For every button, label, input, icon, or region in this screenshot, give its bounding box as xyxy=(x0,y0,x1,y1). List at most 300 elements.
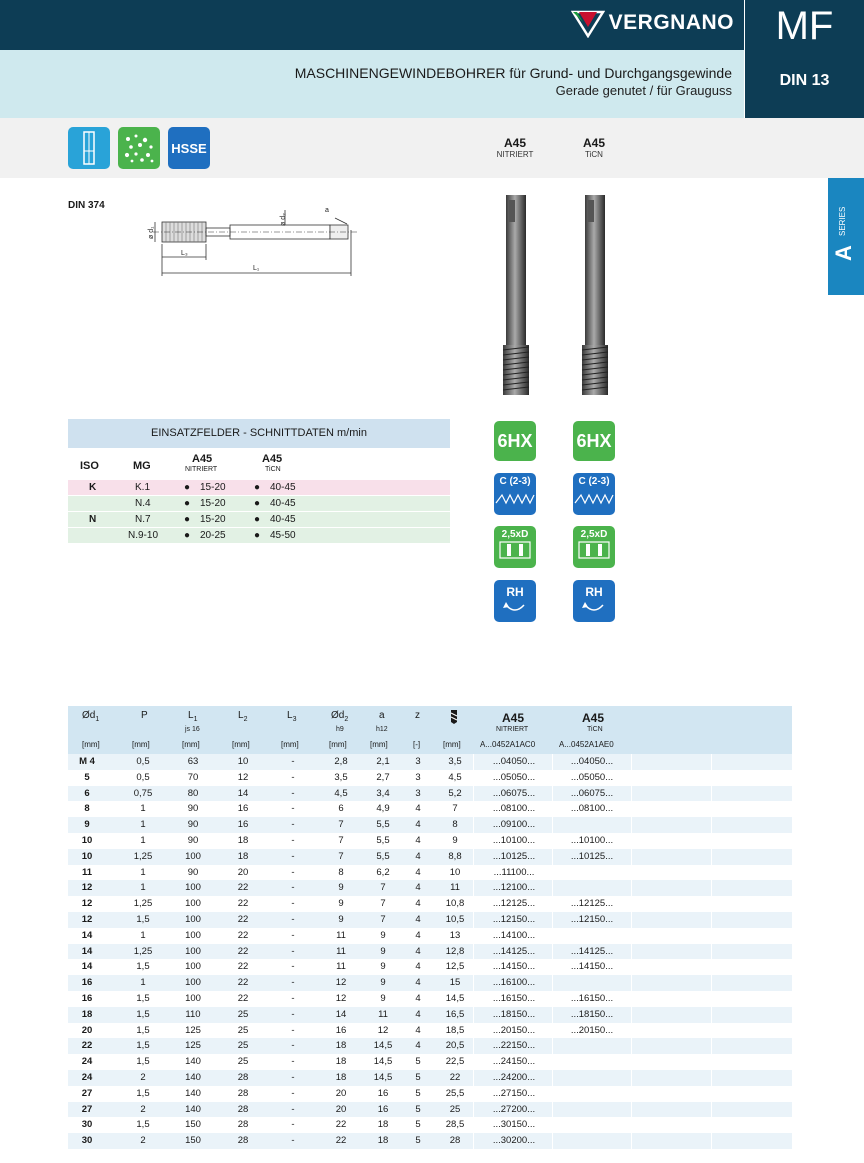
col-product-2-sub: TiCN xyxy=(265,466,281,473)
col-product-2-sub: TiCN xyxy=(587,726,603,733)
column-divider xyxy=(631,991,632,1007)
cast-iron-chips-icon xyxy=(118,127,160,169)
cell-l3: - xyxy=(291,866,295,878)
cell-c1: ...18150... xyxy=(492,1008,536,1020)
speed-1: 15-20 xyxy=(200,498,226,509)
product-header-ticn xyxy=(554,136,634,159)
column-divider xyxy=(473,975,474,991)
cell-l1: 140 xyxy=(185,1103,201,1115)
table-row xyxy=(68,928,792,944)
col-l3 xyxy=(287,710,296,723)
column-divider xyxy=(711,896,712,912)
col-mg: MG xyxy=(133,460,151,472)
column-divider xyxy=(711,786,712,802)
right-hand-arrow-icon xyxy=(494,599,536,617)
cell-a: 7 xyxy=(380,882,386,894)
cell-p: 0,75 xyxy=(133,787,153,799)
cell-a: 16 xyxy=(377,1103,389,1115)
cell-l1: 100 xyxy=(185,992,201,1004)
cell-d1: 27 xyxy=(81,1087,93,1099)
table-row xyxy=(68,1117,792,1133)
cell-a: 4,9 xyxy=(376,803,390,815)
chamfer-badge xyxy=(494,473,536,515)
cell-l1: 63 xyxy=(187,756,199,767)
cutting-data-title: EINSATZFELDER - SCHNITTDATEN m/min xyxy=(68,419,450,448)
cell-l1: 125 xyxy=(185,1040,201,1052)
blind-hole-icon xyxy=(494,540,536,562)
column-divider xyxy=(552,1054,553,1070)
col-l1-label: L xyxy=(188,710,194,721)
cutting-data-header xyxy=(68,448,450,480)
cell-a: 9 xyxy=(380,992,386,1004)
cell-c2: ...05050... xyxy=(570,771,614,783)
cell-d1: 16 xyxy=(81,977,93,989)
depth-badge xyxy=(494,526,536,568)
chamfer-label: C (2-3) xyxy=(578,476,610,487)
rotation-label: RH xyxy=(585,585,603,599)
column-divider xyxy=(552,786,553,802)
cell-z: 4 xyxy=(415,819,421,831)
hsse-material-badge: HSSE xyxy=(168,127,210,169)
column-divider xyxy=(711,1133,712,1149)
table-row xyxy=(68,1054,792,1070)
cell-z: 5 xyxy=(415,1103,421,1115)
column-divider xyxy=(631,770,632,786)
column-divider xyxy=(552,833,553,849)
cell-p: 1,5 xyxy=(136,1040,150,1052)
col-l1-tolerance: js 16 xyxy=(185,726,200,733)
cell-z: 4 xyxy=(415,1040,421,1052)
cell-p: 1 xyxy=(140,882,146,894)
cell-p: 1,25 xyxy=(133,945,153,957)
cell-z: 4 xyxy=(415,977,421,989)
column-divider xyxy=(711,1038,712,1054)
column-divider xyxy=(552,770,553,786)
cutting-row xyxy=(68,480,450,496)
column-divider xyxy=(711,1117,712,1133)
cell-d1: 6 xyxy=(84,787,90,799)
cell-z: 4 xyxy=(415,929,421,941)
cell-l2: 12 xyxy=(237,771,249,783)
cell-l2: 22 xyxy=(237,992,249,1004)
cell-l1: 110 xyxy=(185,1008,201,1020)
cell-p: 0,5 xyxy=(136,756,150,767)
cell-c1: ...10100... xyxy=(492,834,536,846)
cell-d1: 24 xyxy=(81,1056,93,1068)
cell-drill: 16,5 xyxy=(445,1008,465,1020)
cell-l3: - xyxy=(291,929,295,941)
column-divider xyxy=(473,1133,474,1149)
column-divider xyxy=(473,896,474,912)
cell-d1: 14 xyxy=(81,929,93,941)
cutting-row xyxy=(68,512,450,528)
column-divider xyxy=(711,975,712,991)
dimensions-table-body xyxy=(68,754,792,1149)
column-divider xyxy=(552,1133,553,1149)
cell-l3: - xyxy=(291,898,295,910)
cell-l3: - xyxy=(291,1024,295,1036)
column-divider xyxy=(473,1054,474,1070)
column-divider xyxy=(552,1023,553,1039)
cell-l2: 25 xyxy=(237,1056,249,1068)
cell-a: 9 xyxy=(380,961,386,973)
cell-c1: ...27200... xyxy=(492,1103,536,1115)
thread-wave-icon xyxy=(573,487,615,509)
col-product-1: A45 xyxy=(192,453,213,465)
cell-a: 9 xyxy=(380,945,386,957)
cell-d1: 20 xyxy=(81,1024,93,1036)
blind-hole-icon xyxy=(573,540,615,562)
cell-a: 2,1 xyxy=(376,756,390,767)
cell-a: 9 xyxy=(380,929,386,941)
cell-l1: 140 xyxy=(185,1056,201,1068)
cell-d1: 30 xyxy=(81,1135,93,1147)
col-a-tolerance: h12 xyxy=(376,726,388,733)
cell-p: 1,5 xyxy=(136,1008,150,1020)
col-product-2: A45 xyxy=(582,711,605,725)
cell-drill: 12,5 xyxy=(445,961,465,973)
column-divider xyxy=(473,770,474,786)
mg-cell: N.4 xyxy=(135,498,151,509)
col-l2-sub: 2 xyxy=(243,716,248,723)
cell-a: 18 xyxy=(377,1135,389,1147)
cell-p: 2 xyxy=(140,1071,146,1083)
cell-a: 14,5 xyxy=(373,1056,393,1068)
cell-l3: - xyxy=(291,913,295,925)
cell-l1: 140 xyxy=(185,1071,201,1083)
cell-d2: 20 xyxy=(335,1103,347,1115)
cell-l3: - xyxy=(291,1119,295,1131)
cell-d2: 11 xyxy=(336,929,346,941)
cell-p: 0,5 xyxy=(136,771,150,783)
cell-l1: 100 xyxy=(185,913,201,925)
col-l2-label: L xyxy=(238,710,244,721)
cell-c2: ...10100... xyxy=(570,834,614,846)
cell-c1: ...30200... xyxy=(492,1135,536,1147)
cell-l2: 28 xyxy=(237,1103,249,1115)
column-divider xyxy=(711,1070,712,1086)
dim-a-label: a xyxy=(325,207,329,214)
table-row xyxy=(68,912,792,928)
cell-d2: 22 xyxy=(335,1119,347,1131)
cell-z: 4 xyxy=(415,850,421,862)
cell-l2: 28 xyxy=(237,1135,249,1147)
speed-1: 15-20 xyxy=(200,482,226,493)
cell-p: 1,5 xyxy=(136,1024,150,1036)
column-divider xyxy=(552,1038,553,1054)
straight-flute-icon xyxy=(68,127,110,169)
cell-l1: 90 xyxy=(187,819,199,831)
column-divider xyxy=(631,1007,632,1023)
col-product-1-sub: NITRIERT xyxy=(185,466,218,473)
cell-d1: 12 xyxy=(81,882,93,894)
cell-l1: 100 xyxy=(185,850,201,862)
column-divider xyxy=(552,896,553,912)
column-divider xyxy=(473,1102,474,1118)
logo-mark-icon xyxy=(571,8,605,38)
unit-l3: [mm] xyxy=(281,740,299,749)
page-title: MASCHINENGEWINDEBOHRER für Grund- und Durchgangsgewinde xyxy=(294,65,732,81)
cell-c2: ...04050... xyxy=(570,756,614,767)
cell-l3: - xyxy=(291,945,295,957)
column-divider xyxy=(631,817,632,833)
cell-d2: 20 xyxy=(335,1087,347,1099)
bullet: ● xyxy=(254,482,261,493)
column-divider xyxy=(552,880,553,896)
bullet: ● xyxy=(184,530,191,541)
cell-l3: - xyxy=(291,834,295,846)
cell-c2: ...10125... xyxy=(570,850,614,862)
speed-1: 15-20 xyxy=(200,514,226,525)
bullet: ● xyxy=(184,514,191,525)
chamfer-badge xyxy=(573,473,615,515)
cell-drill: 25,5 xyxy=(445,1087,465,1099)
series-letter: A xyxy=(830,245,856,261)
column-divider xyxy=(473,1070,474,1086)
column-divider xyxy=(711,959,712,975)
cell-c1: ...12125... xyxy=(492,898,536,910)
cell-z: 4 xyxy=(415,945,421,957)
bullet: ● xyxy=(254,530,261,541)
header-bar xyxy=(0,0,744,50)
cell-d1: 12 xyxy=(81,898,93,910)
cell-l1: 125 xyxy=(185,1024,201,1036)
cell-c1: ...04050... xyxy=(492,756,536,767)
cell-l3: - xyxy=(291,992,295,1004)
column-divider xyxy=(711,754,712,770)
speed-2: 40-45 xyxy=(270,482,296,493)
cell-l2: 16 xyxy=(237,803,249,815)
cell-l3: - xyxy=(291,977,295,989)
cell-l3: - xyxy=(291,1087,295,1099)
cell-p: 1 xyxy=(140,834,146,846)
col-l1-sub: 1 xyxy=(193,716,198,723)
cell-l2: 18 xyxy=(237,850,249,862)
column-divider xyxy=(552,1117,553,1133)
cell-d1: 14 xyxy=(81,961,93,973)
drill-diameter-icon xyxy=(448,710,460,724)
cell-d2: 11 xyxy=(336,945,346,957)
speed-2: 40-45 xyxy=(270,514,296,525)
column-divider xyxy=(552,1086,553,1102)
cell-l2: 22 xyxy=(237,882,249,894)
column-divider xyxy=(711,849,712,865)
cell-c1: ...24150... xyxy=(492,1056,536,1068)
depth-label: 2,5xD xyxy=(580,529,608,540)
column-divider xyxy=(552,754,553,770)
column-divider xyxy=(631,912,632,928)
cell-p: 1,5 xyxy=(136,1056,150,1068)
cell-drill: 11 xyxy=(450,882,460,894)
cell-z: 3 xyxy=(415,771,421,783)
column-divider xyxy=(473,991,474,1007)
column-divider xyxy=(631,959,632,975)
bullet: ● xyxy=(254,514,261,525)
cell-z: 5 xyxy=(415,1119,421,1131)
cell-l2: 25 xyxy=(237,1024,249,1036)
column-divider xyxy=(552,1007,553,1023)
column-divider xyxy=(631,786,632,802)
brand-logo xyxy=(571,8,734,38)
right-hand-arrow-icon xyxy=(573,599,615,617)
title-bar xyxy=(0,50,744,118)
mg-cell: K.1 xyxy=(135,482,151,493)
cell-drill: 22 xyxy=(449,1071,461,1083)
cell-c1: ...16150... xyxy=(492,992,536,1004)
column-divider xyxy=(473,801,474,817)
cell-z: 4 xyxy=(415,834,421,846)
cell-c1: ...24200... xyxy=(492,1071,536,1083)
cell-a: 7 xyxy=(380,913,386,925)
table-row xyxy=(68,1038,792,1054)
cell-d1: 10 xyxy=(81,850,93,862)
cell-d1: 12 xyxy=(81,913,93,925)
cell-c1: ...20150... xyxy=(492,1024,536,1036)
col-product-1: A45 xyxy=(502,711,525,725)
cell-p: 1,5 xyxy=(136,1119,150,1131)
iso-group: K xyxy=(89,482,97,493)
dim-d2-label: ø d₂ xyxy=(280,213,287,226)
cell-l2: 20 xyxy=(237,866,249,878)
cell-drill: 10,5 xyxy=(445,913,465,925)
cell-d2: 18 xyxy=(335,1040,347,1052)
tap-photo-ticn xyxy=(575,195,615,395)
cell-drill: 20,5 xyxy=(445,1040,465,1052)
cell-drill: 3,5 xyxy=(448,756,462,767)
column-divider xyxy=(711,817,712,833)
column-divider xyxy=(631,1054,632,1070)
col-l3-label: L xyxy=(287,710,293,721)
cell-c1: ...14150... xyxy=(492,961,536,973)
column-divider xyxy=(631,1070,632,1086)
thread-wave-icon xyxy=(494,487,536,509)
column-divider xyxy=(552,928,553,944)
col-l3-sub: 3 xyxy=(292,716,297,723)
cell-d2: 4,5 xyxy=(334,787,348,799)
column-divider xyxy=(631,833,632,849)
iso-group: N xyxy=(89,514,97,525)
cell-d1: 16 xyxy=(81,992,93,1004)
cell-d2: 6 xyxy=(338,803,344,815)
tolerance-badge: 6HX xyxy=(573,421,615,461)
chamfer-label: C (2-3) xyxy=(499,476,531,487)
table-row xyxy=(68,1070,792,1086)
cell-z: 5 xyxy=(415,1135,421,1147)
column-divider xyxy=(711,1086,712,1102)
table-row xyxy=(68,1086,792,1102)
table-row xyxy=(68,770,792,786)
column-divider xyxy=(552,959,553,975)
column-divider xyxy=(631,928,632,944)
column-divider xyxy=(473,849,474,865)
cell-z: 4 xyxy=(415,1008,421,1020)
column-divider xyxy=(473,754,474,770)
page-subtitle: Gerade genutet / für Grauguss xyxy=(555,83,732,98)
cell-d2: 16 xyxy=(335,1024,347,1036)
cell-a: 2,7 xyxy=(376,771,390,783)
drawing-standard: DIN 374 xyxy=(68,200,105,211)
cell-d2: 18 xyxy=(335,1071,347,1083)
cell-d2: 12 xyxy=(335,977,347,989)
cell-a: 14,5 xyxy=(373,1071,393,1083)
table-row xyxy=(68,817,792,833)
col-d1-label: Ød xyxy=(82,710,96,721)
col-a: a xyxy=(379,710,385,721)
col-d2-label: Ød xyxy=(331,710,345,721)
cell-d1: 30 xyxy=(81,1119,93,1131)
code-product-1: A...0452A1AC0 xyxy=(480,740,536,749)
cell-c1: ...14125... xyxy=(492,945,536,957)
cell-drill: 13 xyxy=(449,929,461,941)
col-p: P xyxy=(141,710,148,721)
cell-d1: 8 xyxy=(84,803,90,815)
brand-name: VERGNANO xyxy=(608,11,734,34)
product-standard: DIN 13 xyxy=(779,72,830,89)
col-product-1-sub: NITRIERT xyxy=(496,726,529,733)
cell-drill: 9 xyxy=(452,834,458,846)
table-row xyxy=(68,880,792,896)
column-divider xyxy=(552,944,553,960)
column-divider xyxy=(631,1117,632,1133)
dim-l1-label: L₁ xyxy=(253,265,260,272)
cell-c1: ...10125... xyxy=(492,850,536,862)
cell-drill: 28 xyxy=(449,1135,461,1147)
dimensions-table xyxy=(68,706,792,1149)
cell-l2: 22 xyxy=(237,945,249,957)
cell-d1: 14 xyxy=(81,945,93,957)
col-iso: ISO xyxy=(80,460,99,472)
cell-l1: 140 xyxy=(185,1087,201,1099)
cell-l1: 100 xyxy=(185,882,201,894)
table-row xyxy=(68,1102,792,1118)
cell-c2: ...16150... xyxy=(570,992,614,1004)
product-name: A45 xyxy=(582,136,605,150)
cell-l1: 150 xyxy=(185,1119,201,1131)
column-divider xyxy=(552,865,553,881)
col-d1-sub: 1 xyxy=(95,716,100,723)
column-divider xyxy=(473,817,474,833)
cell-l2: 16 xyxy=(237,819,249,831)
unit-a: [mm] xyxy=(370,740,388,749)
cell-l1: 90 xyxy=(187,834,199,846)
cell-c2: ...14150... xyxy=(570,961,614,973)
column-divider xyxy=(473,912,474,928)
cell-l3: - xyxy=(291,1040,295,1052)
cell-d1: 24 xyxy=(81,1071,93,1083)
dim-l3-label: L₃ xyxy=(181,250,188,257)
table-row xyxy=(68,1133,792,1149)
cell-drill: 7 xyxy=(452,803,458,815)
cell-c1: ...06075... xyxy=(492,787,536,799)
column-divider xyxy=(631,865,632,881)
column-divider xyxy=(552,1102,553,1118)
cell-a: 18 xyxy=(377,1119,389,1131)
column-divider xyxy=(711,1102,712,1118)
rotation-label: RH xyxy=(506,585,524,599)
cell-l2: 18 xyxy=(237,834,249,846)
rotation-badge xyxy=(494,580,536,622)
column-divider xyxy=(711,912,712,928)
column-divider xyxy=(631,1102,632,1118)
cell-z: 3 xyxy=(415,756,421,767)
cell-c1: ...08100... xyxy=(492,803,536,815)
table-row xyxy=(68,786,792,802)
cell-p: 1,5 xyxy=(136,961,150,973)
cell-c2: ...08100... xyxy=(570,803,614,815)
column-divider xyxy=(711,865,712,881)
cell-l1: 150 xyxy=(185,1135,201,1147)
col-l1 xyxy=(188,710,197,723)
